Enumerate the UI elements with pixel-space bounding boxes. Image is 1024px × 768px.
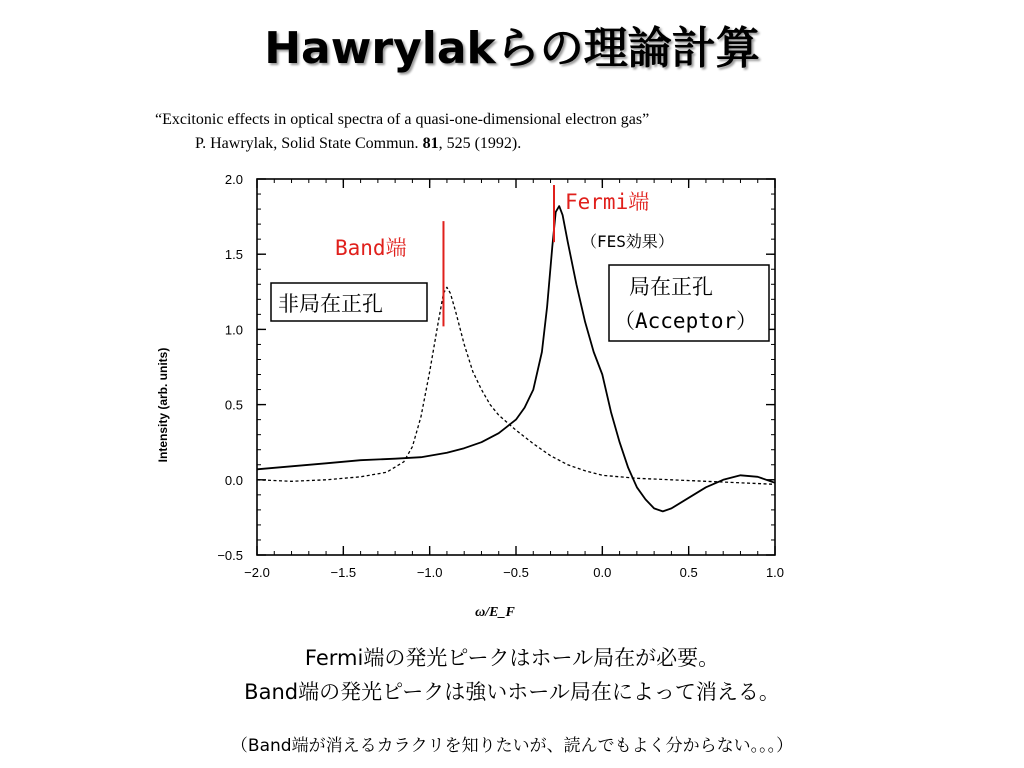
x-tick-label: −2.0 <box>244 565 270 580</box>
x-tick-label: −0.5 <box>503 565 529 580</box>
y-tick-label: 1.0 <box>224 322 243 338</box>
fes-effect-label: （FES効果） <box>581 232 674 251</box>
fermi-edge-label: Fermi端 <box>565 190 650 214</box>
x-tick-label: 1.0 <box>765 565 785 580</box>
citation-authors: P. Hawrylak, Solid State Commun. <box>195 135 423 152</box>
x-axis-label: ω/E_F <box>475 605 515 620</box>
x-tick-label: 0.0 <box>593 565 612 580</box>
caption-line-1: Fermi端の発光ピークはホール局在が必要。 <box>304 646 720 670</box>
citation-volume: 81 <box>422 135 439 152</box>
chart-markers <box>443 185 554 326</box>
y-axis-label: Intensity (arb. units) <box>156 347 170 463</box>
caption-line-2: Band端の発光ピークは強いホール局在によって消える。 <box>244 680 780 704</box>
x-tick-label: −1.5 <box>330 565 357 580</box>
y-tick-label: 2.0 <box>224 172 243 187</box>
citation-pages-year: , 525 (1992). <box>438 135 522 152</box>
chart-ticks <box>217 172 784 580</box>
band-edge-label: Band端 <box>335 236 407 260</box>
citation <box>155 108 875 156</box>
y-tick-label: 0.0 <box>224 472 243 488</box>
y-tick-label: −0.5 <box>217 548 243 563</box>
citation-title: “Excitonic effects in optical spectra of a quasi-one-dimensional electron gas” <box>155 111 650 128</box>
nonlocal-hole-label: 非局在正孔 <box>278 292 383 316</box>
caption-line-3: （Band端が消えるカラクリを知りたいが、読んでもよく分からない。。。） <box>230 736 794 756</box>
intensity-chart <box>145 165 825 625</box>
y-tick-label: 1.5 <box>224 247 243 263</box>
local-hole-label-line1: 局在正孔 <box>629 275 713 299</box>
local-hole-label-line2: （Acceptor） <box>614 309 758 333</box>
citation-reference <box>155 132 875 156</box>
x-tick-label: 0.5 <box>679 565 698 580</box>
x-tick-label: −1.0 <box>416 565 443 580</box>
y-tick-label: 0.5 <box>224 397 243 413</box>
page-title: Hawrylakらの理論計算 <box>264 23 760 74</box>
